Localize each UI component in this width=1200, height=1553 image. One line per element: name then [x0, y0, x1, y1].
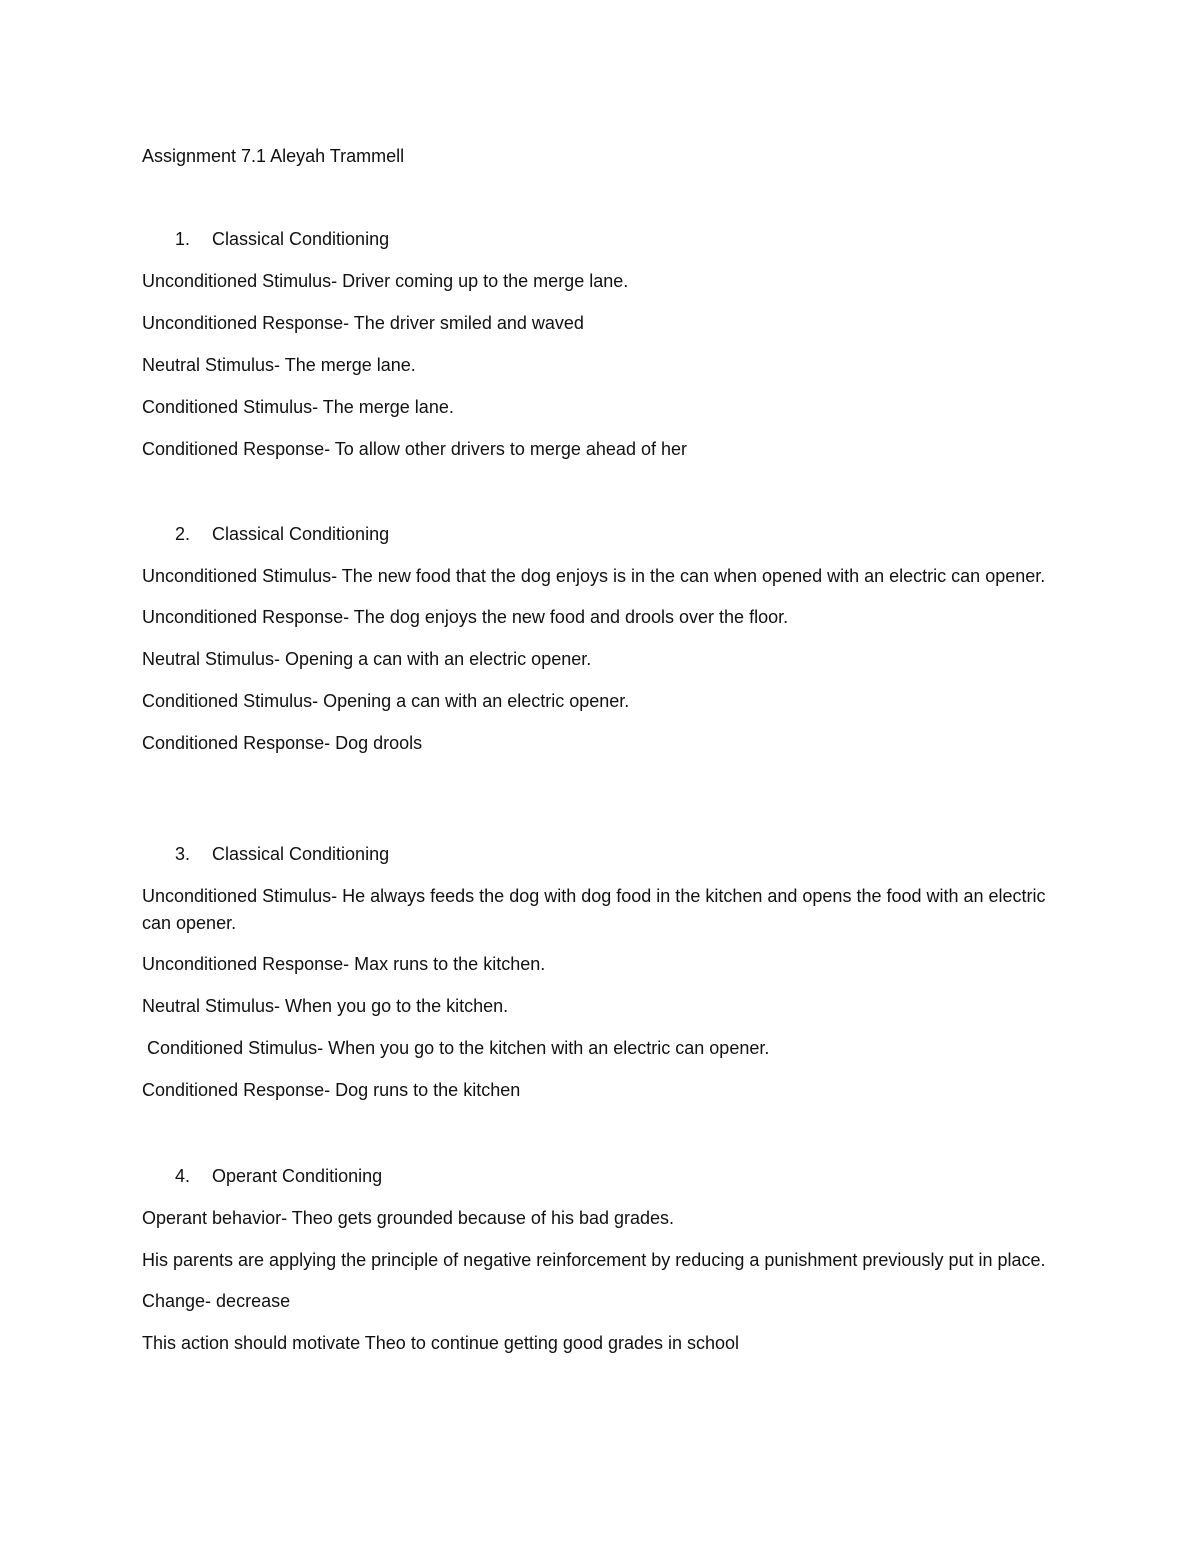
section-4	[142, 1163, 1062, 1357]
section-heading	[175, 226, 1062, 253]
paragraph-line: Conditioned Response- To allow other drivers to merge ahead of her	[142, 439, 687, 459]
paragraph-line: Conditioned Response- Dog drools	[142, 733, 423, 753]
section-3	[142, 841, 1062, 1104]
paragraph-line: Unconditioned Response- Max runs to the kitchen.	[142, 954, 546, 974]
paragraph-line: Conditioned Stimulus- When you go to the kitchen with an electric can opener.	[142, 1038, 770, 1058]
section-2	[142, 521, 1062, 757]
paragraph-line: His parents are applying the principle of negative reinforcement by reducing a punishment previously put in place.	[142, 1250, 1046, 1270]
section-number: 4.	[175, 1166, 191, 1186]
paragraph-line: Unconditioned Response- The dog enjoys the new food and drools over the floor.	[142, 607, 789, 627]
section-heading	[175, 1163, 1062, 1190]
paragraph-line: Unconditioned Stimulus- Driver coming up to the merge lane.	[142, 271, 629, 291]
section-title: Classical Conditioning	[212, 229, 390, 249]
paragraph-line: Operant behavior- Theo gets grounded because of his bad grades.	[142, 1208, 675, 1228]
paragraph-line: This action should motivate Theo to continue getting good grades in school	[142, 1333, 740, 1353]
section-number: 1.	[175, 229, 191, 249]
paragraph-line: Unconditioned Response- The driver smiled and waved	[142, 313, 584, 333]
section-number: 2.	[175, 524, 191, 544]
section-title: Classical Conditioning	[212, 524, 390, 544]
paragraph-line: Conditioned Stimulus- Opening a can with an electric opener.	[142, 691, 630, 711]
section-heading	[175, 841, 1062, 868]
section-title: Classical Conditioning	[212, 844, 390, 864]
paragraph-line: Neutral Stimulus- The merge lane.	[142, 355, 416, 375]
section-heading	[175, 521, 1062, 548]
paragraph-line: Neutral Stimulus- Opening a can with an electric opener.	[142, 649, 592, 669]
section-1	[142, 226, 1062, 463]
section-number: 3.	[175, 844, 191, 864]
paragraph-line: Unconditioned Stimulus- The new food that the dog enjoys is in the can when opened with an electric can opener.	[142, 566, 1046, 586]
paragraph-line: Neutral Stimulus- When you go to the kitchen.	[142, 996, 509, 1016]
paragraph-line: Conditioned Response- Dog runs to the kitchen	[142, 1080, 521, 1100]
paragraph-line: Change- decrease	[142, 1291, 291, 1311]
paragraph-line: Unconditioned Stimulus- He always feeds the dog with dog food in the kitchen and opens the food with an electric can opener.	[142, 886, 1046, 933]
paragraph-line: Conditioned Stimulus- The merge lane.	[142, 397, 454, 417]
document-title: Assignment 7.1 Aleyah Trammell	[142, 146, 405, 166]
section-title: Operant Conditioning	[212, 1166, 383, 1186]
